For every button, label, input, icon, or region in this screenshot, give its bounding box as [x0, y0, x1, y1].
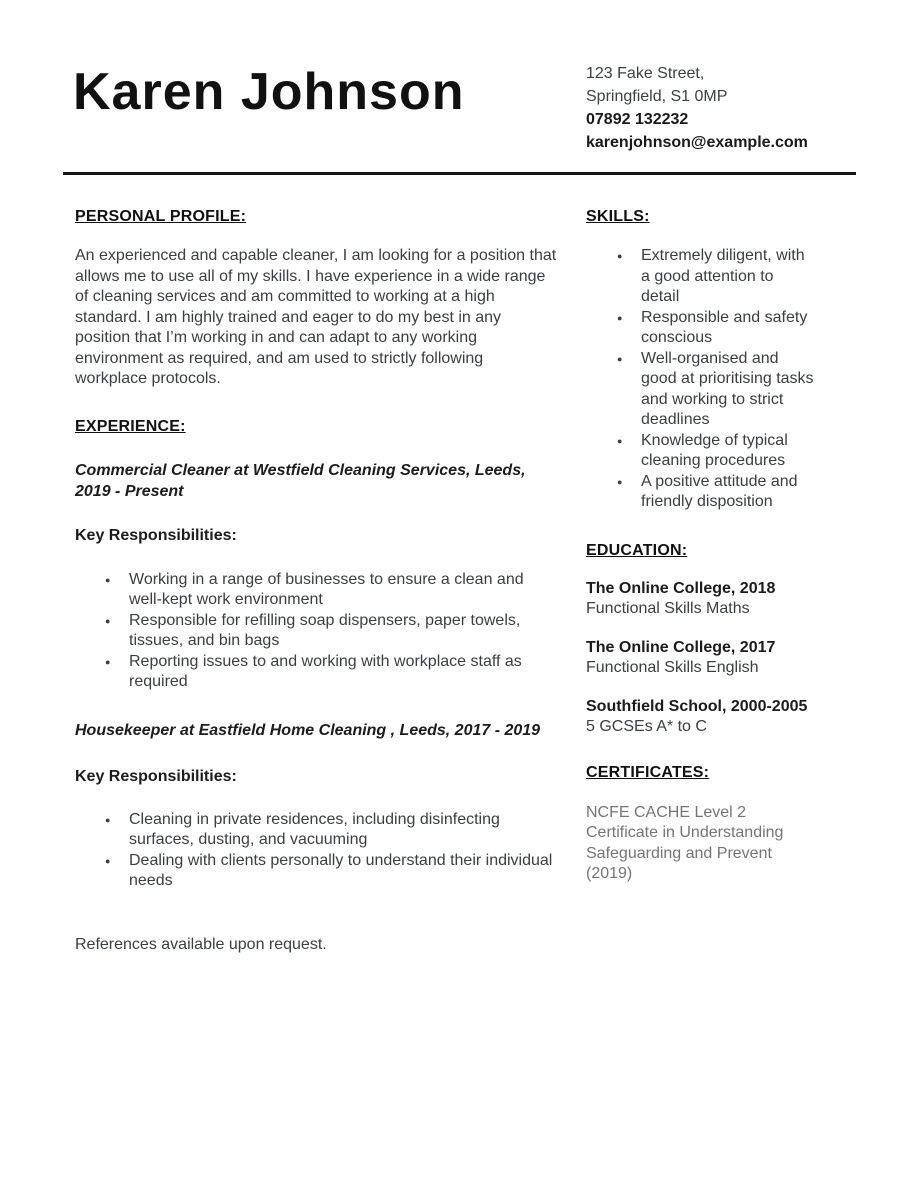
- references-note: References available upon request.: [75, 935, 327, 953]
- list-item: [586, 246, 814, 308]
- job-title: Housekeeper at Eastfield Home Cleaning , Leeds, 2017 - 2019: [75, 721, 541, 739]
- education-school: The Online College, 2018: [586, 579, 776, 597]
- education-entry: [586, 697, 814, 738]
- skills-list: [586, 246, 814, 513]
- list-item: [75, 652, 557, 693]
- list-item: [75, 810, 557, 851]
- bullet-icon: ●: [105, 855, 111, 866]
- bullet-icon: ●: [617, 435, 623, 446]
- contact-address-line1: 123 Fake Street,: [586, 65, 705, 82]
- skills-heading: SKILLS:: [586, 208, 650, 225]
- list-item: [586, 472, 814, 513]
- education-detail: 5 GCSEs A* to C: [586, 718, 707, 735]
- bullet-item-text: Dealing with clients personally to understand their individual needs: [129, 851, 553, 889]
- list-item: [75, 611, 557, 652]
- education-detail: Functional Skills English: [586, 659, 759, 676]
- bullet-item-text: Reporting issues to and working with workplace staff as required: [129, 652, 522, 690]
- key-responsibilities-label: Key Responsibilities:: [75, 767, 237, 785]
- right-column: [586, 207, 814, 885]
- personal-profile-text: An experienced and capable cleaner, I am looking for a position that allows me to use all of my skills. I have experience in a wide range of cleaning services and am committed to working at a high standard. I am highly trained and eager to do my best in any position that I’m working in and can adapt to any working environment as required, and am used to strictly following workplace protocols.: [75, 247, 557, 387]
- certificate-item-text: NCFE CACHE Level 2 Certificate in Understanding Safeguarding and Prevent (2019): [586, 803, 784, 882]
- bullet-icon: ●: [617, 476, 623, 487]
- job-bullet-list: [75, 570, 557, 693]
- education-school: Southfield School, 2000-2005: [586, 697, 808, 715]
- contact-email: karenjohnson@example.com: [586, 134, 808, 151]
- person-name: Karen Johnson: [73, 63, 465, 121]
- key-responsibilities-label: Key Responsibilities:: [75, 526, 237, 544]
- education-entry: [586, 579, 814, 620]
- list-item: [75, 851, 557, 892]
- left-column: [75, 207, 557, 955]
- experience-heading: EXPERIENCE:: [75, 417, 186, 435]
- skill-item-text: Extremely diligent, with a good attention to detail: [641, 247, 805, 305]
- bullet-icon: ●: [105, 814, 111, 825]
- bullet-icon: ●: [617, 251, 623, 261]
- bullet-icon: ●: [105, 574, 111, 585]
- bullet-item-text: Responsible for refilling soap dispensers, paper towels, tissues, and bin bags: [129, 611, 521, 649]
- bullet-icon: ●: [617, 353, 623, 364]
- skill-item-text: Responsible and safety conscious: [641, 308, 808, 346]
- bullet-icon: ●: [105, 656, 111, 667]
- contact-phone: 07892 132232: [586, 111, 689, 128]
- list-item: [586, 431, 814, 472]
- list-item: [75, 570, 557, 611]
- contact-block: [586, 62, 866, 154]
- education-heading: EDUCATION:: [586, 541, 688, 559]
- skill-item-text: A positive attitude and friendly disposition: [641, 472, 798, 510]
- education-entry: [586, 638, 814, 679]
- certificates-heading: CERTIFICATES:: [586, 763, 710, 781]
- list-item: [586, 308, 814, 349]
- personal-profile-heading: PERSONAL PROFILE:: [75, 208, 247, 225]
- contact-address-line2: Springfield, S1 0MP: [586, 88, 728, 105]
- bullet-item-text: Cleaning in private residences, including disinfecting surfaces, dusting, and vacuuming: [129, 810, 500, 848]
- job-title: Commercial Cleaner at Westfield Cleaning Services, Leeds, 2019 - Present: [75, 461, 526, 500]
- bullet-icon: ●: [105, 615, 111, 626]
- skill-item-text: Well-organised and good at prioritising tasks and working to strict deadlines: [641, 349, 814, 428]
- header-divider: [63, 172, 856, 175]
- education-school: The Online College, 2017: [586, 638, 776, 656]
- job-bullet-list: [75, 810, 557, 892]
- skill-item-text: Knowledge of typical cleaning procedures: [641, 431, 788, 469]
- bullet-icon: ●: [617, 312, 623, 323]
- bullet-item-text: Working in a range of businesses to ensure a clean and well-kept work environment: [129, 570, 524, 608]
- list-item: [586, 349, 814, 431]
- education-detail: Functional Skills Maths: [586, 600, 750, 617]
